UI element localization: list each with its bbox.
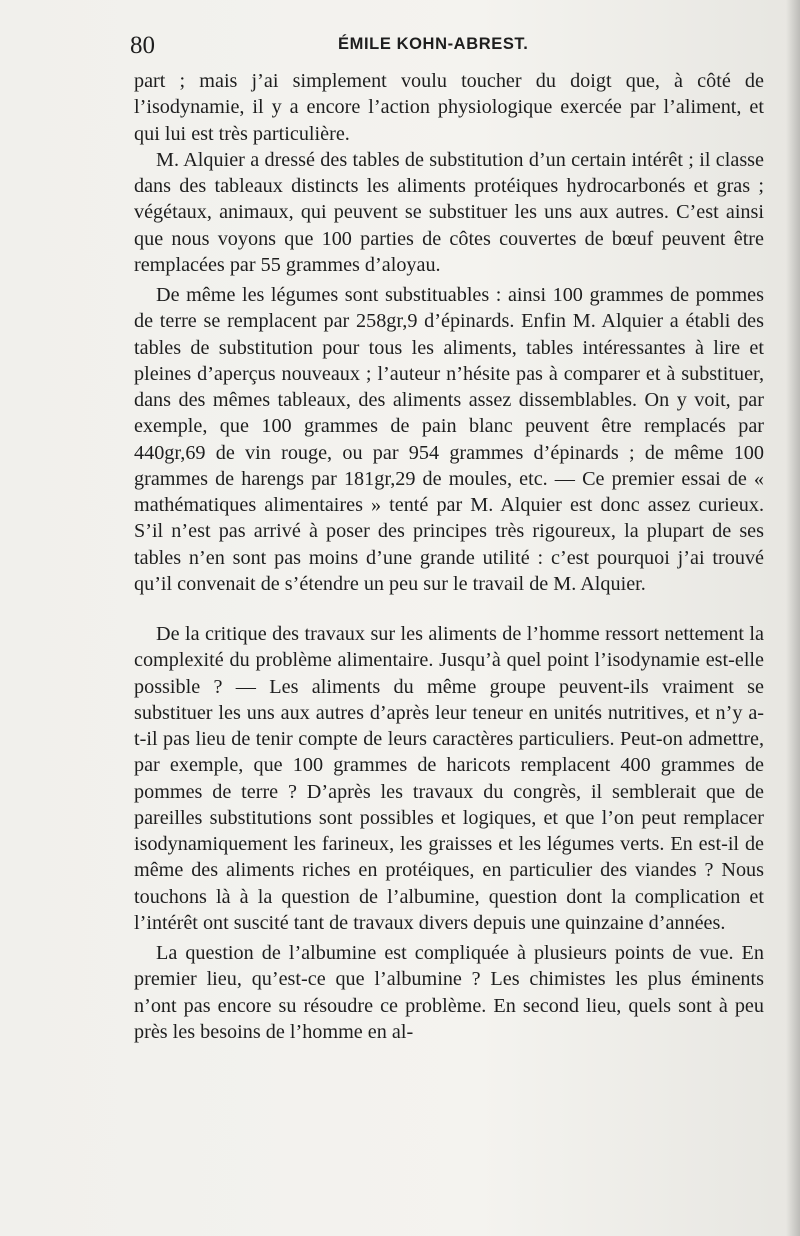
body-text bbox=[134, 68, 764, 1045]
paragraph: La question de l’albumine est compliquée à plusieurs points de vue. En premier lieu, qu’est-ce que l’albumine ? Les chimistes les plus éminents n’ont pas encore su résoudre ce problème. En second lieu, quels sont à peu près les besoins de l’homme en al- bbox=[134, 942, 764, 1043]
page-header bbox=[130, 32, 762, 62]
page-edge-shadow bbox=[786, 0, 800, 1236]
paragraph: part ; mais j’ai simplement voulu toucher du doigt que, à côté de l’isodynamie, il y a encore l’action physiologique exercée par l’aliment, et qui lui est très particulière. bbox=[134, 70, 764, 145]
paragraph: De même les légumes sont substituables : ainsi 100 grammes de pommes de terre se remplacent par 258gr,9 d’épinards. Enfin M. Alquier a établi des tables de substitution pour tous les aliments, tables intéressantes à lire et pleines d’aperçus nouveaux ; l’auteur n’hésite pas à comparer et à substituer, dans des mêmes tableaux, des aliments assez dissemblables. On y voit, par exemple, que 100 grammes de pain blanc peuvent être remplacés par 440gr,69 de vin rouge, ou par 954 grammes d’épinards ; de même 100 grammes de harengs par 181gr,29 de moules, etc. — Ce premier essai de « mathématiques alimentaires » tenté par M. Alquier est donc assez curieux. S’il n’est pas arrivé à poser des principes très rigoureux, la plupart de ses tables n’en sont pas moins d’une grande utilité : c’est pourquoi j’ai trouvé qu’il convenait de s’étendre un peu sur le travail de M. Alquier. bbox=[134, 284, 764, 595]
paragraph: De la critique des travaux sur les aliments de l’homme ressort nettement la complexité du problème alimentaire. Jusqu’à quel point l’isodynamie est-elle possible ? — Les aliments du même groupe peuvent-ils vraiment se substituer les uns aux autres d’après leur teneur en unités nutritives, et n’y a-t-il pas lieu de tenir compte de leurs caractères particuliers. Peut-on admettre, par exemple, que 100 grammes de haricots remplacent 400 grammes de pommes de terre ? D’après les travaux du congrès, il semblerait que de pareilles substitutions sont possibles et logiques, et que l’on peut remplacer isodynamiquement les farineux, les graisses et les légumes verts. En est-il de même des aliments riches en protéiques, en particulier des viandes ? Nous touchons là à la question de l’albumine, question dont la complication et l’intérêt ont suscité tant de travaux divers depuis une quinzaine d’années. bbox=[134, 623, 764, 934]
running-head: ÉMILE KOHN-ABREST. bbox=[338, 35, 529, 53]
paragraph: M. Alquier a dressé des tables de substitution d’un certain intérêt ; il classe dans des tableaux distincts les aliments protéiques hydrocarbonés et gras ; végétaux, animaux, qui peuvent se substituer les uns aux autres. C’est ainsi que nous voyons que 100 parties de côtes couvertes de bœuf peuvent être remplacées par 55 grammes d’aloyau. bbox=[134, 148, 764, 276]
page-number: 80 bbox=[130, 32, 155, 59]
